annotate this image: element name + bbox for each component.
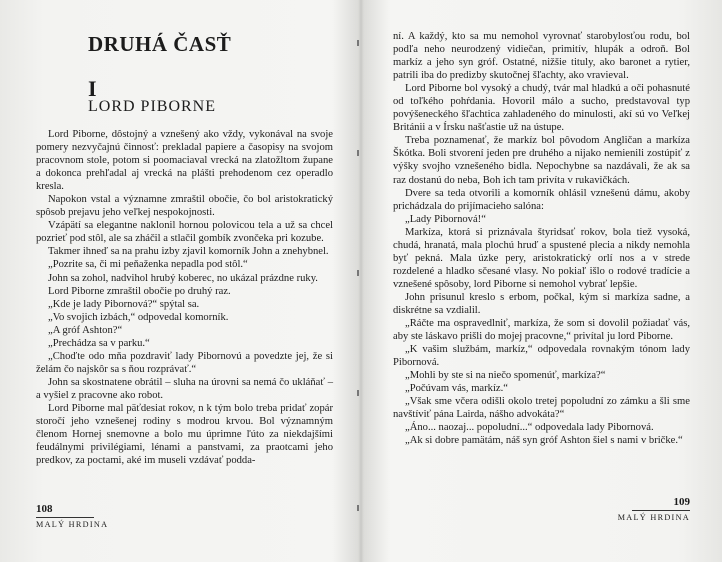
chapter-number: I [88,76,97,101]
paragraph: Lord Piborne mal päťdesiat rokov, n k tým bolo treba pridať zopár storočí jeho vznešenej rodiny s modrou krvou. Bol významným členom Hornej snemovne a bolo mu úprimne ľúto za niekdajšími feudálnymi privilégiami, lénami a panstvami, za praotcami jeho predkov, za poctami, aké im museli vzdávať podda- [36,402,333,467]
footer-rule [632,510,690,511]
paragraph: John sa skostnatene obrátil – sluha na úrovni sa nemá čo ukláňať – a vyšiel z pracovne ako robot. [36,376,333,401]
footer-rule [36,517,94,518]
spine-stitch-mark [356,390,360,396]
paragraph-continuation: ní. A každý, kto sa mu nemohol vyrovnať starobylosťou rodu, bol podľa neho neurodzený vidiečan, primitív, hlupák a odroň. Bol markíz a jeho syn gróf. Ostatné, nižšie tituly, ako baronet a rytier, patrili iba do predizby skutočnej šľachty, ako vravieval. [393,31,690,82]
spine-stitch-mark [356,505,360,511]
paragraph: „Lady Pibornová!“ [405,213,486,225]
paragraph: „Kde je lady Pibornová?“ spýtal sa. [48,298,200,310]
paragraph: Treba poznamenať, že markíz bol pôvodom Angličan a markíza Škótka. Boli stvorení jeden pre druhého a nijako nemienili zostúpiť z výšky svojho vznešeného bidla. Nepochybne sa nazdávali, že ak sa raz dostanú do neba, Boh ich tam privíta v rukavičkách. [393,135,690,186]
right-page [361,0,722,562]
paragraph: Lord Piborne zmraštil obočie po druhý raz. [48,285,231,297]
page-number: 108 [36,503,53,515]
spine-stitch-mark [356,270,360,276]
paragraph: „Počúvam vás, markíz.“ [405,383,508,395]
paragraph: „Ak si dobre pamätám, náš syn gróf Ashton šiel s nami v bričke.“ [405,435,683,447]
paragraph: Dvere sa teda otvorili a komorník ohlásil vznešenú dámu, akoby prichádzala do prijímacieho salóna: [393,187,690,212]
paragraph: John prisunul kreslo s erbom, počkal, kým si markíza sadne, a diskrétne sa vzdialil. [393,291,690,316]
running-head: MALÝ HRDINA [36,520,109,529]
page-number: 109 [673,496,690,508]
paragraph: Napokon vstal a významne zmraštil obočie, čo bol aristokratický spôsob prejavu jeho veľkej nespokojnosti. [36,194,333,219]
left-page-body [36,128,333,467]
paragraph: „Ráčte ma ospravedlniť, markíza, že som si dovolil požiadať vás, aby ste láskavo prišli do mojej pracovne,“ privítal ju lord Piborne. [393,318,690,343]
paragraph: „Choďte odo mňa pozdraviť lady Pibornovú a povedzte jej, že si želám čo najskôr sa s ňou rozprávať.“ [36,350,333,375]
paragraph: Lord Piborne, dôstojný a vznešený ako vždy, vykonával na svoje pomery nezvyčajnú činnosť: prekladal papiere a časopisy na svojom pracovnom stole, potom si poomaciaval vrecká na zlatožltom župane a dokonca prehľadal aj vrecká na plášti prehodenom cez operadlo kresla. [36,129,333,193]
right-page-body [393,30,690,448]
paragraph: Vzápätí sa elegantne naklonil hornou polovicou tela a už sa chcel pozrieť pod stôl, ale sa zháčil a stlačil gombík zvončeka pri kozube. [36,220,333,245]
paragraph: Lord Piborne bol vysoký a chudý, tvár mal hladkú a oči pohasnuté od toľkého pohŕdania. Hovoril málo a sucho, predstavoval typ povýšeneckého šľachtica zahladeného do minulosti, akí sú vo Veľkej Británii a v Írsku našťastie už na ústupe. [393,83,690,134]
paragraph: „Vo svojich izbách,“ odpovedal komorník. [48,311,229,323]
paragraph: Takmer ihneď sa na prahu izby zjavil komorník John a znehybnel. [48,246,329,258]
part-title: DRUHÁ ČASŤ [88,32,232,56]
paragraph: John sa zohol, nadvihol hrubý koberec, no ukázal prázdne ruky. [48,272,318,284]
running-head: MALÝ HRDINA [617,513,690,522]
spine-stitch-mark [356,150,360,156]
paragraph: „K vašim službám, markíz,“ odpovedala rovnakým tónom lady Pibornová. [393,344,690,369]
chapter-title: LORD PIBORNE [88,98,217,115]
paragraph: „Mohli by ste si na niečo spomenúť, markíza?“ [405,370,606,382]
paragraph: „Prechádza sa v parku.“ [48,337,150,349]
paragraph: „Však sme včera odišli okolo tretej popoludní zo zámku a šli sme navštíviť pána Lairda, nášho advokáta?“ [393,396,690,421]
paragraph: „A gróf Ashton?“ [48,324,123,336]
paragraph: „Áno... naozaj... popoludní...“ odpovedala lady Pibornová. [405,422,654,434]
paragraph: „Pozrite sa, či mi peňaženka nepadla pod stôl.“ [48,259,248,271]
spine-stitch-mark [356,40,360,46]
paragraph: Markíza, ktorá si priznávala štyridsať rokov, bola tiež vysoká, chudá, hranatá, mala plochú hruď a spustené plecia a nikdy nemohla byť pekná. Mala úzke pery, aristokratický orlí nos a v strede rozdelené a hladko sčesané vlasy. No pokiaľ išlo o rodové tradície a vznešené spôsoby, lord Piborne si nemohol vybrať lepšie. [393,226,690,290]
